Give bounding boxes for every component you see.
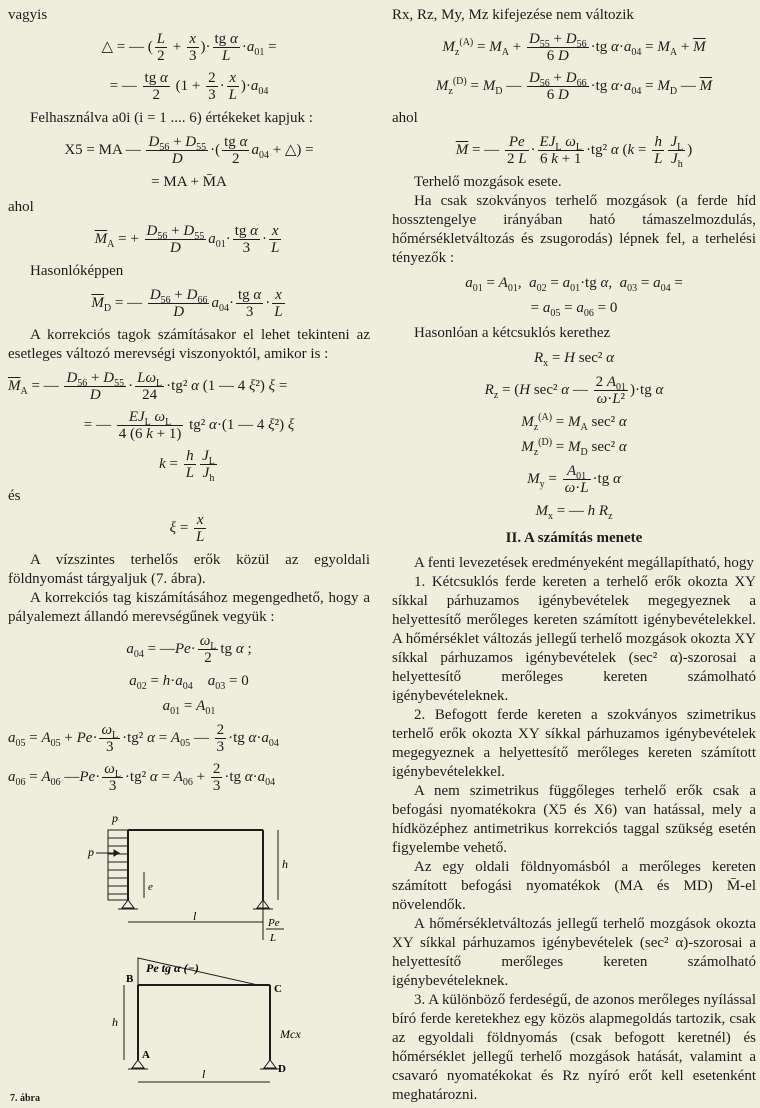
equation-mz-a-2: $M_z^{(A)} = M_A$ sec² α bbox=[521, 412, 627, 433]
equation-a04: $a_{04}$ = —Pe· $\frac{\omega_L}{2}$ tg α ; bbox=[126, 633, 252, 666]
ha-csak-paragraph: Ha csak szokványos terhelő mozgások (a ferde híd hossztengelye irányában ható támaszelmozdulás, hőmérsékletváltozás és zsugorodás) lépnek fel, a terhelési tényezők : bbox=[392, 193, 756, 266]
equation-load-factors-2: = $a_{05} = a_{06} = 0$ bbox=[530, 300, 618, 319]
point-3-number: 3. bbox=[414, 992, 426, 1008]
equation-a05: $a_{05} = A_{05} + Pe\cdot$ $\frac{\omega_L}{3}$ ·tg² $\alpha = A_{05}$ — $\frac{2}{3}$ ·tg $\alpha\cdot a_{04}$ bbox=[8, 722, 279, 755]
vagyis-text: vagyis bbox=[8, 7, 48, 23]
equation-m-bar: $\overline{M}$ = — $\frac{Pe}{2 L}$ · $\frac{EJ_L \omega_L}{6 k + 1}$ ·tg² α (k = $\frac{h}{L}$ $\frac{J_L}{J_h}$ ) bbox=[455, 134, 693, 170]
point-1-text: Kétcsuklós ferde kereten a terhelő erők okozta XY síkkal párhuzamos igénybevételek megegyeznek a helyettesítő merőleges kereten számított igénybevételekkel. A hőmérséklet változás jellegű terhelő mozgások okozta XY síkkal párhuzamos igénybevételek (sec² α)-szorosai a helyettesítő merőleges kereten számolható igénybevételeknek. bbox=[392, 574, 757, 704]
fig2-d: D bbox=[278, 1063, 286, 1075]
point-1-paragraph bbox=[392, 573, 756, 706]
korrekcios-tag-paragraph: A korrekciós tag kiszámításához megengedhető, hogy a pályalemezt állandó merevségűnek vegyük : bbox=[8, 590, 370, 625]
homerseklet-paragraph: A hőmérsékletváltozás jellegű terhelő mozgások okozta XY síkkal párhuzamos igénybevételek (sec² α)-szorosai a helyettesítő merőleges kereten számolható igénybevételeknek. bbox=[392, 916, 756, 989]
fig1-L: L bbox=[270, 932, 277, 944]
point-2-text: Befogott ferde kereten a szokványos szimetrikus terhelő erők okozta XY síkkal párhuzamos igénybevételek megegyeznek a helyettesítő merőleges kereten számított igénybevételekkel. bbox=[392, 707, 756, 780]
egy-oldali-paragraph: Az egy oldali földnyomásból a merőleges kereten számított befogási nyomatékok (MA és MD) M̄-el növelendők. bbox=[392, 859, 756, 913]
fig1-pe: Pe bbox=[268, 917, 280, 929]
fig2-h: h bbox=[112, 1015, 118, 1029]
equation-mx: $M_x$ = — h $R_z$ bbox=[535, 503, 613, 522]
equation-delta-2: = — $\frac{\text{tg α}}{2}$ (1 + $\frac{2}{3}$ · $\frac{x}{L}$ )$\cdot a_{04}$ bbox=[109, 70, 269, 103]
es-text: és bbox=[8, 488, 21, 504]
equation-my: $M_y$ = $\frac{A_{01}}{\omega\cdot L}$ ·tg α bbox=[527, 463, 621, 496]
frame-diagrams bbox=[8, 800, 368, 1100]
hasonloan-text: Hasonlóan a kétcsuklós kerethez bbox=[414, 325, 611, 341]
terhelo-heading: Terhelő mozgások esete. bbox=[414, 174, 562, 190]
eq-delta-2-lhs: = — bbox=[109, 77, 137, 94]
frame-diagram-1 bbox=[96, 830, 278, 940]
eq-x5-line1: X5 = MA — bbox=[64, 141, 141, 158]
fig2-b: B bbox=[126, 973, 134, 985]
equation-mz-d: $M_z^{(D)} = M_D$ — $\frac{D_{56} + D_{66}}{6 D}$ ·tg $\alpha\cdot a_{04} = M_D$ — $\overline{M}$ bbox=[435, 70, 713, 103]
nem-szimetrikus-paragraph: A nem szimetrikus függőleges terhelő erők csak a befogási nyomatékokra (X5 és X6) van hatással, mely a hídközéphez antimetrikus korrekciós taggal szükség esetén figyelembe vehető. bbox=[392, 783, 756, 856]
point-3-text: A különböző ferdeségű, de azonos merőleges nyílással bíró ferde keretekhez egy közös alapmegoldás tartozik, csak az egyoldali földnyomás (csak befogott keretnél) és hőmérséklet jellegű terhelő mozgások hatását, valamint a csavaró nyomatékokat és Rz nyíró erőt kell esetenként meghatározni. bbox=[392, 992, 757, 1103]
left-column bbox=[8, 6, 370, 1106]
fig1-l: l bbox=[193, 909, 197, 923]
felhasznalva-paragraph: Felhasználva a0i (i = 1 .... 6) értékeket kapjuk : bbox=[30, 110, 313, 126]
fig1-p-top: p bbox=[112, 811, 118, 825]
ahol-right-text: ahol bbox=[392, 110, 418, 126]
equation-k: k = $\frac{h}{L}$ $\frac{J_L}{J_h}$ bbox=[159, 448, 215, 484]
equation-md-bar: $\overline{M}_D$ = — $\frac{D_{56} + D_{66}}{D}$ $a_{04}\cdot$ $\frac{\text{tg α}}{3}$ · $\frac{x}{L}$ bbox=[91, 287, 283, 320]
hasonlokeppen-text: Hasonlóképpen bbox=[30, 263, 124, 279]
equation-x5: X5 = MA — $\frac{D_{56} + D_{55}}{D}$ ·( $\frac{\text{tg α}}{2}$ $a_{04}$ + △) = bbox=[64, 134, 314, 167]
figure-caption: 7. ábra bbox=[10, 1093, 40, 1104]
point-2-paragraph bbox=[392, 706, 756, 782]
section-title: II. A számítás menete bbox=[505, 530, 643, 546]
equation-a02-a03: $a_{02} = h\cdot a_{04}$ $a_{03} = 0$ bbox=[129, 673, 249, 692]
point-3-paragraph bbox=[392, 991, 756, 1105]
korrekcios-paragraph: A korrekciós tagok számításakor el lehet tekinteni az esetleges változó merevségi viszonyoktól, amikor is : bbox=[8, 327, 370, 362]
equation-rx: $R_x = H$ sec² α bbox=[533, 350, 614, 369]
fig1-p-left: p bbox=[88, 845, 94, 859]
point-2-number: 2. bbox=[414, 707, 426, 723]
equation-mz-d-2: $M_z^{(D)} = M_D$ sec² α bbox=[521, 437, 627, 458]
eq-delta-1-lhs: △ = — bbox=[101, 38, 144, 55]
point-1-number: 1. bbox=[414, 574, 426, 590]
equation-a06: $a_{06} = A_{06}$ —Pe· $\frac{\omega_L}{3}$ ·tg² $\alpha = A_{06}$ + $\frac{2}{3}$ ·tg $\alpha\cdot a_{04}$ bbox=[8, 761, 276, 794]
equation-xi: ξ = $\frac{x}{L}$ bbox=[169, 512, 205, 545]
fig2-pe-tg: Pe tg α (−) bbox=[146, 961, 199, 975]
equation-ma-bar-correction: $\overline{M}_A$ = — $\frac{D_{56} + D_{55}}{D}$ · $\frac{L\omega_L}{24}$ ·tg² α (1 — 4 ξ²) ξ = bbox=[8, 370, 288, 403]
fig2-c: C bbox=[274, 983, 282, 995]
equation-ma-bar: $\overline{M}_A$ = + $\frac{D_{56} + D_{55}}{D}$ $a_{01}\cdot$ $\frac{\text{tg α}}{3}$ · $\frac{x}{L}$ bbox=[94, 223, 280, 256]
equation-x5-2: = MA + M̄A bbox=[151, 174, 227, 190]
fig2-l: l bbox=[202, 1067, 206, 1081]
equation-mz-a: $M_z^{(A)} = M_A$ + $\frac{D_{55} + D_{56}}{6 D}$ ·tg $\alpha\cdot a_{04} = M_A + \overline{M}$ bbox=[442, 31, 706, 64]
equation-a01: $a_{01} = A_{01}$ bbox=[162, 698, 216, 717]
ahol-text: ahol bbox=[8, 199, 34, 215]
vizszintes-paragraph: A vízszintes terhelős erők közül az egyoldali földnyomást tárgyaljuk (7. ábra). bbox=[8, 552, 370, 587]
equation-ma-bar-correction-2: = — $\frac{EJ_L \omega_L}{4 (6 k + 1)}$ tg² α·(1 — 4 ξ²) ξ bbox=[83, 409, 295, 442]
figure-7 bbox=[8, 800, 370, 1106]
fig2-a: A bbox=[142, 1049, 150, 1061]
fig2-mcx: Mcx bbox=[280, 1027, 301, 1041]
rx-rz-text: Rx, Rz, My, Mz kifejezése nem változik bbox=[392, 7, 634, 23]
frame-diagram-2 bbox=[124, 958, 280, 1082]
equation-load-factors-1: $a_{01} = A_{01}$, $a_{02} = a_{01}\cdot tg$ α, $a_{03} = a_{04}$ = bbox=[465, 275, 683, 294]
fig1-e: e bbox=[148, 881, 153, 893]
fenti-paragraph: A fenti levezetések eredményeként megállapítható, hogy bbox=[414, 555, 754, 571]
right-column bbox=[392, 6, 756, 1105]
equation-rz: $R_z = (H$ sec² α — $\frac{2 A_{01}}{\text{ω·L²}}$ )·tg α bbox=[484, 374, 664, 407]
fig1-h: h bbox=[282, 857, 288, 871]
equation-delta-1: △ = — ( $\frac{L}{2}$ + $\frac{x}{3}$ )· $\frac{\text{tg α}}{L}$ $\cdot a_{01}$ = bbox=[101, 31, 277, 64]
